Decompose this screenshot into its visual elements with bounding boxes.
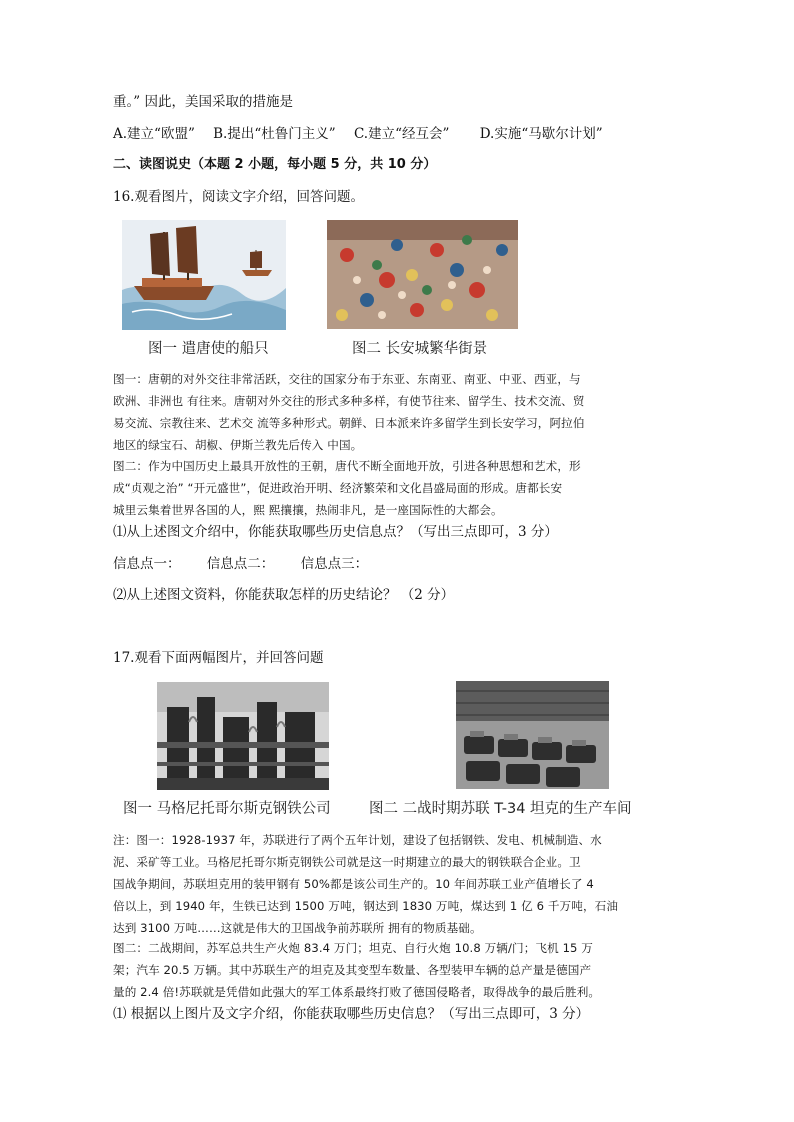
changan-street-image [327, 220, 518, 329]
q17-fig1-caption: 图一 马格尼托哥尔斯克钢铁公司 [123, 801, 331, 817]
info-point-2: 信息点二： [206, 556, 275, 572]
q16-fig2-caption: 图二 长安城繁华街景 [352, 341, 488, 357]
tang-envoy-ship-image [122, 220, 286, 330]
note-line: 注：图一：1928-1937 年，苏联进行了两个五年计划，建设了包括钢铁、发电、机械制造、水 [113, 833, 602, 847]
q17-note-1 [113, 829, 683, 939]
q17-stem: 17.观看下面两幅图片，并回答问题 [113, 650, 324, 666]
q16-sub1: ⑴从上述图文介绍中，你能获取哪些历史信息点？（写出三点即可，3 分） [113, 524, 558, 540]
info-point-1: 信息点一： [113, 556, 181, 572]
q15-options [113, 125, 617, 143]
note-line: 地区的绿宝石、胡椒、伊斯兰教先后传入 中国。 [113, 438, 363, 452]
option-b: B.提出“杜鲁门主义” [213, 126, 336, 142]
option-c: C.建立“经互会” [353, 126, 450, 142]
q16-stem: 16.观看图片，阅读文字介绍，回答问题。 [113, 189, 364, 205]
note-line: 城里云集着世界各国的人，熙 熙攘攘，热闹非凡，是一座国际性的大都会。 [113, 503, 503, 517]
note-line: 倍以上，到 1940 年，生铁已达到 1500 万吨，钢达到 1830 万吨，煤达到 1 亿 6 千万吨，石油 [113, 899, 619, 913]
q16-note-2 [113, 455, 683, 521]
note-line: 欧洲、非洲也 有往来。唐朝对外交往的形式多种多样，有使节往来、留学生、技术交流、贸 [113, 394, 585, 408]
section-heading: 二、读图说史（本题 2 小题，每小题 5 分，共 10 分） [113, 157, 437, 172]
note-line: 成“贞观之治” “开元盛世”，促进政治开明、经济繁荣和文化昌盛局面的形成。唐都长安 [113, 481, 563, 495]
q17-fig2-caption: 图二 二战时期苏联 T-34 坦克的生产车间 [369, 801, 632, 817]
q16-note-1 [113, 368, 683, 456]
option-a: A.建立“欧盟” [113, 126, 195, 142]
note-line: 易交流、宗教往来、艺术交 流等多种形式。朝鲜、日本派来许多留学生到长安学习，阿拉伯 [113, 416, 585, 430]
note-line: 图一：唐朝的对外交往非常活跃，交往的国家分布于东亚、东南亚、南亚、中亚、西亚，与 [113, 372, 581, 386]
note-line: 达到 3100 万吨……这就是伟大的卫国战争前苏联所 拥有的物质基础。 [113, 921, 482, 935]
note-line: 图二：作为中国历史上最具开放性的王朝，唐代不断全面地开放，引进各种思想和艺术，形 [113, 459, 581, 473]
q16-fig1-caption: 图一 遣唐使的船只 [148, 341, 269, 357]
t34-tank-workshop-image [456, 681, 609, 789]
q17-sub1: ⑴ 根据以上图片及文字介绍，你能获取哪些历史信息？（写出三点即可，3 分） [113, 1006, 590, 1022]
option-d: D.实施“马歇尔计划” [479, 126, 603, 142]
note-line: 图二：二战期间，苏军总共生产火炮 83.4 万门；坦克、自行火炮 10.8 万辆/门；飞机 15 万 [113, 941, 593, 955]
q16-info-points [113, 555, 390, 573]
note-line: 国战争期间，苏联坦克用的装甲钢有 50%都是该公司生产的。10 年间苏联工业产值增长了 4 [113, 877, 594, 891]
q16-sub2: ⑵从上述图文资料，你能获取怎样的历史结论？ （2 分） [113, 587, 455, 603]
q15-tail: 重。” 因此，美国采取的措施是 [113, 94, 293, 110]
q17-note-2 [113, 937, 683, 1003]
info-point-3: 信息点三： [300, 556, 369, 572]
note-line: 泥、采矿等工业。马格尼托哥尔斯克钢铁公司就是这一时期建立的最大的钢铁联合企业。卫 [113, 855, 581, 869]
magnitogorsk-steel-image [157, 682, 329, 790]
note-line: 架；汽车 20.5 万辆。其中苏联生产的坦克及其变型车数量、各型装甲车辆的总产量是德国产 [113, 963, 592, 977]
note-line: 量的 2.4 倍!苏联就是凭借如此强大的军工体系最终打败了德国侵略者，取得战争的最后胜利。 [113, 985, 601, 999]
